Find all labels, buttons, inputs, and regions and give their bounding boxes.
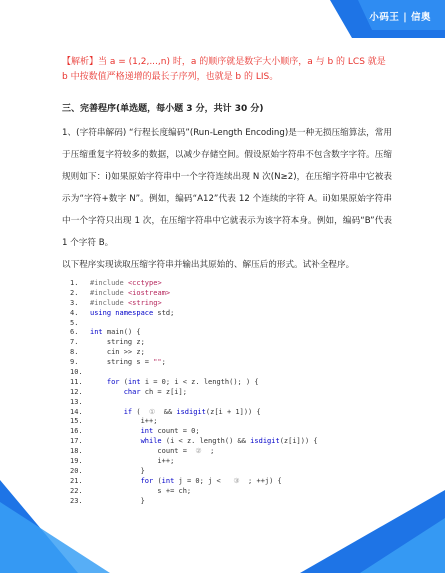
code-token: #include — [90, 288, 128, 297]
line-number: 21. — [70, 476, 83, 485]
line-number: 15. — [70, 417, 83, 426]
code-token: } — [90, 466, 145, 475]
document-body — [62, 55, 392, 276]
code-line — [70, 378, 318, 388]
code-line — [70, 338, 318, 348]
code-line — [70, 427, 318, 437]
code-token: int — [140, 427, 154, 436]
code-line — [70, 348, 318, 358]
code-token — [90, 408, 124, 416]
code-line — [70, 289, 318, 299]
code-token: ch = z[i]; — [140, 387, 187, 396]
footer-decoration — [0, 480, 445, 573]
code-line — [70, 467, 318, 477]
code-line — [70, 417, 318, 427]
section-title: 三、完善程序(单选题，每小题 3 分，共计 30 分) — [62, 104, 264, 114]
code-token: int — [127, 377, 141, 386]
code-line — [70, 368, 318, 378]
code-token: <string> — [127, 298, 162, 307]
code-token: ③ — [233, 476, 240, 485]
code-line — [70, 447, 318, 457]
brand-logo-text: 小码王 | 信奥 — [369, 12, 431, 23]
line-number: 10. — [70, 368, 83, 377]
line-number: 23. — [70, 496, 83, 505]
line-number: 3. — [70, 298, 79, 307]
code-line — [70, 388, 318, 398]
code-line — [70, 309, 318, 319]
line-number: 8. — [70, 348, 79, 357]
code-token: ; — [161, 358, 166, 367]
code-token: s += ch; — [90, 486, 192, 495]
code-token: <cctype> — [127, 279, 162, 287]
code-token: #include — [90, 298, 128, 307]
code-token: (z[i + 1])) { — [205, 407, 261, 416]
code-token: ① — [149, 407, 156, 416]
line-number: 18. — [70, 447, 83, 456]
line-number: 14. — [70, 407, 83, 416]
code-line — [70, 319, 318, 329]
code-token — [90, 378, 107, 386]
code-token: isdigit — [250, 437, 280, 446]
line-number: 6. — [70, 328, 79, 337]
code-token: int — [90, 328, 103, 337]
code-line — [70, 457, 318, 467]
code-line — [70, 408, 318, 418]
code-token: count = — [90, 447, 196, 456]
code-token: char — [123, 387, 141, 396]
line-number: 7. — [70, 338, 79, 347]
code-token: (i < z. length() && — [161, 437, 251, 446]
code-token: ( — [132, 407, 150, 416]
code-token: "" — [153, 358, 162, 367]
code-token: ; ++j) { — [239, 476, 282, 485]
line-number: 19. — [70, 457, 83, 466]
code-line — [70, 279, 318, 289]
code-token: if — [123, 407, 133, 416]
code-token: ( — [153, 476, 162, 485]
code-token: count = 0; — [153, 427, 200, 436]
code-line — [70, 437, 318, 447]
code-token: j = 0; j < — [174, 476, 234, 485]
line-number: 5. — [70, 318, 79, 327]
analysis-paragraph: 【解析】当 a = (1,2,...,n) 时，a 的顺序就是数字大小顺序，a 与 b 的 LCS 就是 b 中按数值严格递增的最长子序列，也就是 b 的 LIS。 — [62, 57, 386, 82]
code-block — [70, 279, 318, 506]
code-token: string s = — [90, 358, 154, 367]
code-token: string z; — [90, 338, 145, 347]
code-token: i++; — [90, 417, 158, 426]
code-token: for — [140, 476, 154, 485]
code-token — [90, 437, 141, 445]
code-token — [90, 427, 141, 435]
line-number: 1. — [70, 279, 79, 287]
line-number: 4. — [70, 308, 79, 317]
problem-text: 1、(字符串解码) “行程长度编码”(Run-Length Encoding)是一种无损压缩算法，常用于压缩重复字符较多的数据，以减少存储空间。假设原始字符串不包含数字字符。压缩规则如下：i)如果原始字符串中一个字符连续出现 N 次(N≥2)，在压缩字符串中它被表示为“字符+数字 N”。例如，编码“A12”代表 12 个连续的字符 A。ii)如果原始字符串中一个字符只出现 1 次，在压缩字符串中它就表示为该字符本身。例如，编码“B”代表 1 个字符 B。 — [62, 128, 392, 248]
code-line — [70, 358, 318, 368]
line-number: 20. — [70, 466, 83, 475]
line-number: 16. — [70, 427, 83, 436]
line-number: 17. — [70, 437, 83, 446]
code-token: ( — [119, 377, 128, 386]
code-line — [70, 398, 318, 408]
code-token: <iostream> — [127, 288, 171, 297]
code-token: main() { — [102, 328, 141, 337]
instruction-text: 以下程序实现读取压缩字符串并输出其原始的、解压后的形式。试补全程序。 — [62, 260, 355, 270]
code-line — [70, 299, 318, 309]
code-token: #include — [90, 279, 128, 287]
line-number: 11. — [70, 377, 83, 386]
code-token: cin >> z; — [90, 348, 145, 357]
line-number: 12. — [70, 387, 83, 396]
code-token: isdigit — [176, 407, 206, 416]
code-token: for — [106, 377, 120, 386]
code-token: (z[i])) { — [279, 437, 318, 446]
code-token: using namespace — [90, 308, 154, 317]
code-token: ② — [195, 447, 202, 456]
code-token: i++; — [90, 457, 175, 466]
code-token: std; — [153, 308, 175, 317]
code-token — [90, 388, 124, 396]
code-token: && — [155, 407, 177, 416]
line-number: 13. — [70, 397, 83, 406]
line-number: 22. — [70, 486, 83, 495]
code-token: } — [90, 496, 145, 505]
code-token: while — [140, 437, 162, 446]
code-token: ; — [201, 447, 215, 456]
code-line — [70, 328, 318, 338]
code-token: int — [161, 476, 175, 485]
code-token: i = 0; i < z. length(); ) { — [140, 377, 259, 386]
line-number: 2. — [70, 288, 79, 297]
line-number: 9. — [70, 358, 79, 367]
